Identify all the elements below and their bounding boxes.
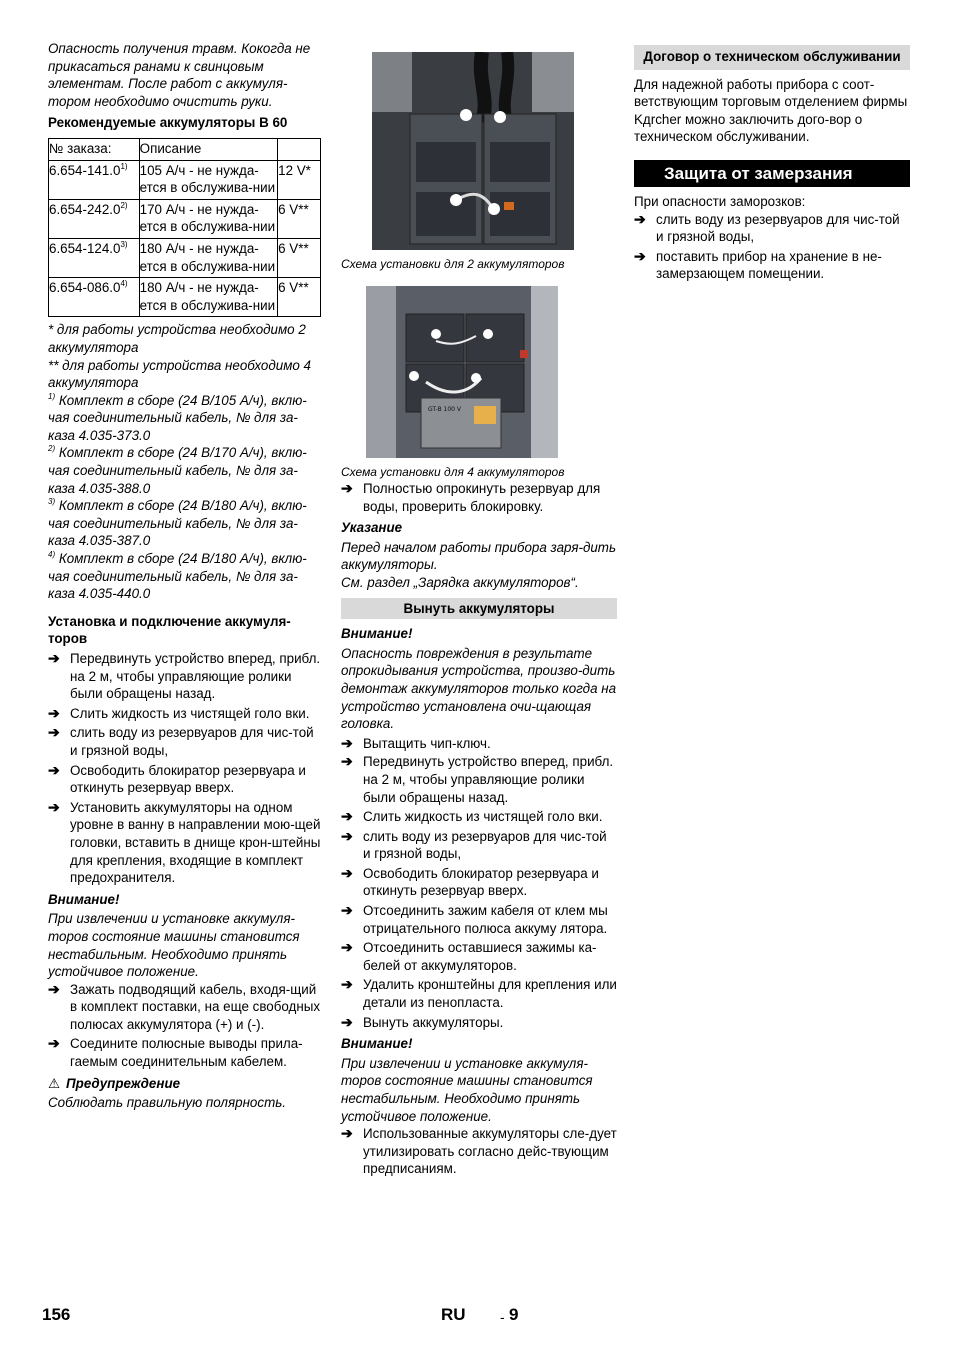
frost-intro: При опасности заморозков: <box>634 193 806 209</box>
footnote-1 <box>48 392 322 445</box>
footnote-mark: 4) <box>120 279 128 289</box>
arrow-right-icon: ➔ <box>341 939 353 956</box>
arrow-right-icon: ➔ <box>341 808 353 825</box>
footnote-mark: 1) <box>48 391 56 401</box>
arrow-right-icon: ➔ <box>341 902 353 919</box>
dispose-steps <box>341 1125 617 1178</box>
table-row <box>49 278 321 317</box>
order-number: 6.654-086.0 <box>49 280 121 296</box>
arrow-right-icon: ➔ <box>48 761 60 778</box>
battery-voltage: 6 V** <box>278 199 321 238</box>
column-right <box>634 45 910 283</box>
footnote-mark: 2) <box>48 444 56 454</box>
battery-voltage: 6 V** <box>278 278 321 317</box>
list-item: ➔ Вынуть аккумуляторы. <box>341 1013 504 1030</box>
frost-protection-heading: Защита от замерзания <box>634 160 910 187</box>
install-steps <box>48 650 322 887</box>
hint-text: Перед началом работы прибора заря-дить аккумуляторы. <box>341 539 616 573</box>
list-item: ➔ Вытащить чип-ключ. <box>341 734 491 751</box>
arrow-right-icon: ➔ <box>341 734 353 751</box>
install-section-title: Установка и подключение аккумуля-торов <box>48 613 291 647</box>
list-item: ➔ поставить прибор на хранение в не-замерзающем помещении. <box>634 247 882 282</box>
frost-steps <box>634 211 910 283</box>
list-item: ➔ Использованные аккумуляторы сле-дует утилизировать согласно дейс-твующим предписаниям. <box>341 1125 617 1177</box>
arrow-right-icon: ➔ <box>341 1013 353 1030</box>
battery-description: 180 А/ч - не нужда-ется в обслужива-нии <box>139 238 277 277</box>
arrow-right-icon: ➔ <box>341 480 353 496</box>
table-row <box>49 160 321 199</box>
section-page-number: 9 <box>509 1305 519 1324</box>
header-description: Описание <box>139 138 277 160</box>
battery-voltage: 12 V* <box>278 160 321 199</box>
footnote-mark: 2) <box>120 200 128 210</box>
footnote-text: Комплект в сборе (24 В/170 А/ч), вклю-чая соединительный кабель, № для за-каза 4.035-388.0 <box>48 445 307 496</box>
warning-heading: ⚠ Предупреждение <box>48 1075 181 1091</box>
tilt-steps <box>341 480 617 515</box>
hint-reference: См. раздел „Зарядка аккумуляторов“. <box>341 574 579 590</box>
footnote-mark: 3) <box>48 497 56 507</box>
page-number: 156 <box>42 1305 71 1324</box>
footnote-3 <box>48 497 322 550</box>
list-item: ➔ Полностью опрокинуть резервуар для воды, проверить блокировку. <box>341 480 601 514</box>
caption-two-batteries: Схема установки для 2 аккумуляторов <box>341 257 565 271</box>
arrow-right-icon: ➔ <box>341 976 353 993</box>
arrow-right-icon: ➔ <box>48 980 60 997</box>
header-voltage <box>278 138 321 160</box>
connect-steps <box>48 981 322 1071</box>
arrow-right-icon: ➔ <box>634 247 646 264</box>
footnote-text: Комплект в сборе (24 В/180 А/ч), вклю-чая соединительный кабель, № для за-каза 4.035-387.0 <box>48 498 307 549</box>
table-row <box>49 199 321 238</box>
arrow-right-icon: ➔ <box>341 1125 353 1142</box>
order-number: 6.654-124.0 <box>49 240 121 256</box>
footnote-mark: 1) <box>120 161 128 171</box>
battery-description: 180 А/ч - не нужда-ется в обслужива-нии <box>139 278 277 317</box>
arrow-right-icon: ➔ <box>48 650 60 666</box>
attention-label: Внимание! <box>341 626 413 642</box>
note-four-batteries: ** для работы устройства необходимо 4 аккумулятора <box>48 357 312 391</box>
remove-batteries-heading: Вынуть аккумуляторы <box>341 598 617 620</box>
footnote-mark: 3) <box>120 239 128 249</box>
footnote-mark: 4) <box>48 550 56 560</box>
hint-label: Указание <box>341 520 403 536</box>
intro-warning-text: Опасность получения травм. Кокогда не прикасаться ранами к свинцовым элементам. После работ с аккумуля-тором необходимо очистить руки. <box>48 41 311 109</box>
table-row <box>49 238 321 277</box>
list-item: ➔ слить воду из резервуаров для чис-той и грязной воды, <box>48 724 314 758</box>
arrow-right-icon: ➔ <box>341 827 353 844</box>
warning-text: Соблюдать правильную полярность. <box>48 1095 286 1111</box>
list-item: ➔ слить воду из резервуаров для чис-той и грязной воды, <box>341 827 607 862</box>
recommended-batteries-title: Рекомендуемые аккумуляторы В 60 <box>48 115 288 131</box>
arrow-right-icon: ➔ <box>341 753 353 770</box>
column-middle <box>341 52 617 1178</box>
battery-description: 105 А/ч - не нужда-ется в обслужива-нии <box>139 160 277 199</box>
caption-four-batteries: Схема установки для 4 аккумуляторов <box>341 465 565 479</box>
list-item: ➔ Удалить кронштейны для крепления или детали из пенопласта. <box>341 976 617 1011</box>
list-item: ➔ Установить аккумуляторы на одном уровне в ванну в направлении мою-щей головки, вставить в днище крон-штейны для крепления, входящие в комплект предохранителя. <box>48 798 321 886</box>
arrow-right-icon: ➔ <box>48 724 60 741</box>
order-number: 6.654-141.0 <box>49 162 121 178</box>
attention-text: При извлечении и установке аккумуля-торов состояние машины становится нестабильным. Необходимо принять устойчивое положение. <box>48 911 300 980</box>
footnote-2 <box>48 444 322 497</box>
list-item: ➔ Отсоединить оставшиеся зажимы ка-белей от аккумуляторов. <box>341 939 597 973</box>
list-item: ➔ Соедините полюсные выводы прила-гаемым соединительным кабелем. <box>48 1035 303 1070</box>
list-item: ➔ Слить жидкость из чистящей голо вки. <box>341 808 603 825</box>
list-item: ➔ Освободить блокиратор резервуара и откинуть резервуар вверх. <box>341 864 599 899</box>
list-item: ➔ Передвинуть устройство вперед, прибл. на 2 м, чтобы управляющие ролики были обращены назад. <box>48 650 321 702</box>
list-item: ➔ Зажать подводящий кабель, входя-щий в комплект поставки, на еще свободных полюсах аккумулятора (+) и (-). <box>48 980 321 1032</box>
battery-voltage: 6 V** <box>278 238 321 277</box>
charger-label: GT-B 100 V <box>428 406 461 413</box>
footnote-text: Комплект в сборе (24 В/180 А/ч), вклю-чая соединительный кабель, № для за-каза 4.035-440.0 <box>48 551 307 602</box>
footnote-4 <box>48 550 322 603</box>
battery-table <box>48 138 321 317</box>
two-battery-illustration <box>372 52 574 250</box>
column-left <box>48 40 322 1112</box>
attention-label: Внимание! <box>341 1036 413 1052</box>
note-two-batteries: * для работы устройства необходимо 2 аккумулятора <box>48 322 306 355</box>
list-item: ➔ слить воду из резервуаров для чис-той и грязной воды, <box>634 210 900 245</box>
battery-photo-4 <box>366 286 558 458</box>
four-battery-illustration <box>366 286 558 458</box>
list-item: ➔ Отсоединить зажим кабеля от клем мы отрицательного полюса аккуму лятора. <box>341 902 608 936</box>
warning-triangle-icon: ⚠ <box>48 1075 61 1091</box>
maintenance-contract-heading: Договор о техническом обслуживании <box>634 45 910 70</box>
header-order: № заказа: <box>49 138 140 160</box>
attention-text: Опасность повреждения в результате опрокидывания устройства, произво-дить демонтаж аккумуляторов только когда на устройство установлена очи-щающая головка. <box>341 645 617 732</box>
list-item: ➔ Передвинуть устройство вперед, прибл. на 2 м, чтобы управляющие ролики были обращены назад. <box>341 753 614 805</box>
arrow-right-icon: ➔ <box>341 864 353 881</box>
arrow-right-icon: ➔ <box>48 798 60 815</box>
attention-text: При извлечении и установке аккумуля-торов состояние машины становится нестабильным. Необходимо принять устойчивое положение. <box>341 1055 593 1124</box>
table-header-row <box>49 138 321 160</box>
list-item: ➔ Освободить блокиратор резервуара и откинуть резервуар вверх. <box>48 761 306 796</box>
footer-dash: - <box>500 1309 505 1325</box>
attention-label: Внимание! <box>48 891 120 907</box>
remove-steps <box>341 735 617 1032</box>
battery-photo-2 <box>372 52 574 250</box>
order-number: 6.654-242.0 <box>49 201 121 217</box>
arrow-right-icon: ➔ <box>48 1035 60 1052</box>
battery-description: 170 А/ч - не нужда-ется в обслужива-нии <box>139 199 277 238</box>
maintenance-contract-text: Для надежной работы прибора с соот-ветствующим торговым отделением фирмы Kдrcher можно заключить дого-вор о техническом обслуживании. <box>634 76 908 145</box>
arrow-right-icon: ➔ <box>48 704 60 721</box>
footnote-text: Комплект в сборе (24 В/105 А/ч), вклю-чая соединительный кабель, № для за-каза 4.035-373.0 <box>48 392 307 443</box>
arrow-right-icon: ➔ <box>634 210 646 227</box>
list-item: ➔ Слить жидкость из чистящей голо вки. <box>48 704 310 721</box>
language-code: RU <box>441 1305 466 1324</box>
